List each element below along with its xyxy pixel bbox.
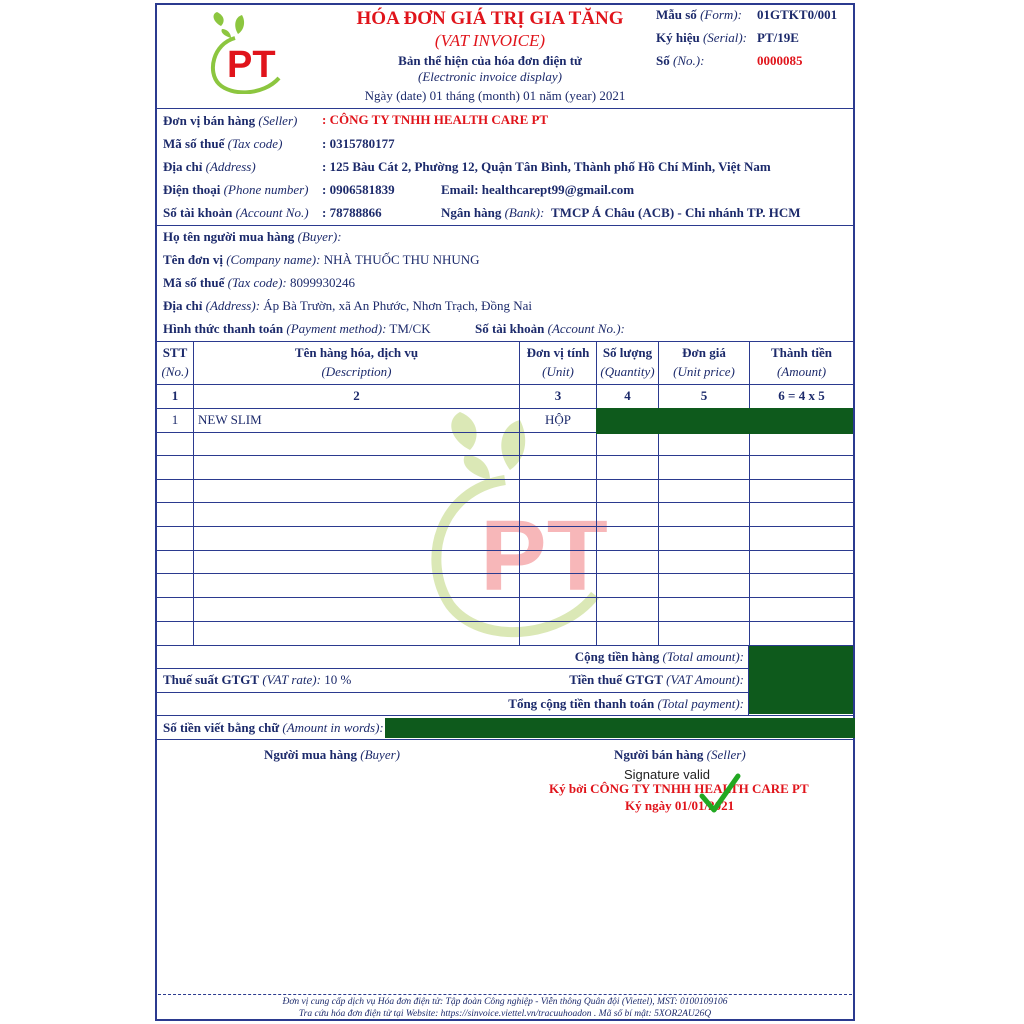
buyer-address: Địa chỉ (Address): Áp Bà Trườn, xã An Phước, Nhơn Trạch, Đồng Nai [163,298,533,313]
footer-lookup: Tra cứu hóa đơn điện tử tại Website: https://sinvoice.viettel.vn/tracuuhoadon . Mã số bí mật: 5XOR2AU26Q [298,1009,712,1019]
col-header-unit-price: Đơn giá (Unit price) [673,345,735,379]
table-col-line [519,341,520,645]
seller-name-label: Đơn vị bán hàng (Seller) [163,113,298,128]
checkmark-icon [698,772,742,816]
col-index: 3 [554,388,562,403]
redacted-totals [749,646,853,714]
seller-signature-label: Người bán hàng (Seller) [614,747,746,762]
table-row-unit: HỘP [544,412,571,427]
col-index: 1 [171,388,179,403]
buyer-company: Tên đơn vị (Company name): NHÀ THUỐC THU NHUNG [163,252,480,267]
col-index: 6 = 4 x 5 [778,388,825,403]
table-border [155,384,855,385]
divider [155,739,855,740]
table-row-line [155,455,855,456]
invoice-subtitle-en: (Electronic invoice display) [418,69,562,84]
watermark-text: PT [480,500,608,612]
total-amount-label: Cộng tiền hàng (Total amount): [574,649,744,664]
seller-bank-label: Ngân hàng (Bank): [441,205,545,220]
seller-account: : 78788866 [322,205,382,220]
invoice-title: HÓA ĐƠN GIÁ TRỊ GIA TĂNG [356,8,624,29]
col-header-no: STT (No.) [161,345,189,379]
table-col-line [193,341,194,645]
watermark-logo [410,410,610,640]
amount-in-words-label: Số tiền viết bằng chữ (Amount in words): [163,720,384,735]
buyer-tax: Mã số thuế (Tax code): 8099930246 [163,275,355,290]
divider [155,108,855,109]
signed-date: Ký ngày 01/01/2021 [625,798,735,813]
invoice-date: Ngày (date) 01 tháng (month) 01 năm (year) 2021 [364,88,626,103]
table-border [155,341,855,342]
invoice-subtitle: Bản thể hiện của hóa đơn điện tử [398,53,582,68]
table-row-line [155,502,855,503]
col-header-quantity: Số lượng (Quantity) [600,345,655,379]
no-label: Số (No.): [656,53,705,68]
divider [155,715,855,716]
seller-name: : CÔNG TY TNHH HEALTH CARE PT [322,112,549,127]
col-index: 4 [624,388,631,403]
col-header-description: Tên hàng hóa, dịch vụ (Description) [294,345,419,379]
serial-label: Ký hiệu (Serial): [656,30,748,45]
table-row-line [155,621,855,622]
table-row-line [155,550,855,551]
table-row-line [155,526,855,527]
seller-tax-label: Mã số thuế (Tax code) [163,136,283,151]
signature-valid-text: Signature valid [624,767,710,782]
redacted-values [596,408,853,434]
seller-bank: TMCP Á Châu (ACB) - Chi nhánh TP. HCM [551,205,801,220]
buyer-account: Số tài khoản (Account No.): [475,321,625,336]
redacted-amount-words [385,718,855,738]
table-row-description: NEW SLIM [198,412,262,427]
seller-address: : 125 Bàu Cát 2, Phường 12, Quận Tân Bình, Thành phố Hồ Chí Minh, Việt Nam [322,159,771,174]
divider [155,225,855,226]
seller-tax-code: : 0315780177 [322,136,395,151]
invoice-number: 0000085 [757,53,803,68]
seller-phone-label: Điện thoại (Phone number) [163,182,309,197]
col-index: 2 [353,388,360,403]
buyer-payment: Hình thức thanh toán (Payment method): TM/CK [163,321,431,336]
table-row-line [155,479,855,480]
vat-amount-label: Tiền thuế GTGT (VAT Amount): [569,672,744,687]
table-col-line [658,341,659,645]
col-header-unit: Đơn vị tính (Unit) [526,345,590,379]
table-row-line [155,573,855,574]
seller-email: Email: healthcarept99@gmail.com [441,182,635,197]
col-header-amount: Thành tiền (Amount) [770,345,833,379]
col-index: 5 [700,388,708,403]
seller-account-label: Số tài khoản (Account No.) [163,205,309,220]
vat-rate: Thuế suất GTGT (VAT rate): 10 % [163,672,352,687]
invoice-title-en: (VAT INVOICE) [434,31,546,50]
footer-provider: Đơn vị cung cấp dịch vụ Hóa đơn điện tử: Tập đoàn Công nghiệp - Viễn thông Quân đội (Viettel), MST: 0100109106 [282,997,728,1007]
serial-value: PT/19E [757,30,799,45]
buyer-signature-label: Người mua hàng (Buyer) [264,747,400,762]
signed-by: Ký bởi CÔNG TY TNHH HEALTH CARE PT [549,781,809,796]
footer-divider [158,994,852,995]
buyer-name-label: Họ tên người mua hàng (Buyer): [163,229,342,244]
table-col-line [749,341,750,645]
table-col-line [596,341,597,645]
form-label: Mẫu số (Form): [656,7,742,22]
company-logo [205,12,285,94]
table-row-line [155,597,855,598]
table-row-no: 1 [171,412,179,427]
logo-text: PT [227,44,276,86]
seller-phone: : 0906581839 [322,182,395,197]
form-value: 01GTKT0/001 [757,7,838,22]
total-payment-label: Tổng cộng tiền thanh toán (Total payment): [508,696,744,711]
seller-address-label: Địa chỉ (Address) [163,159,256,174]
